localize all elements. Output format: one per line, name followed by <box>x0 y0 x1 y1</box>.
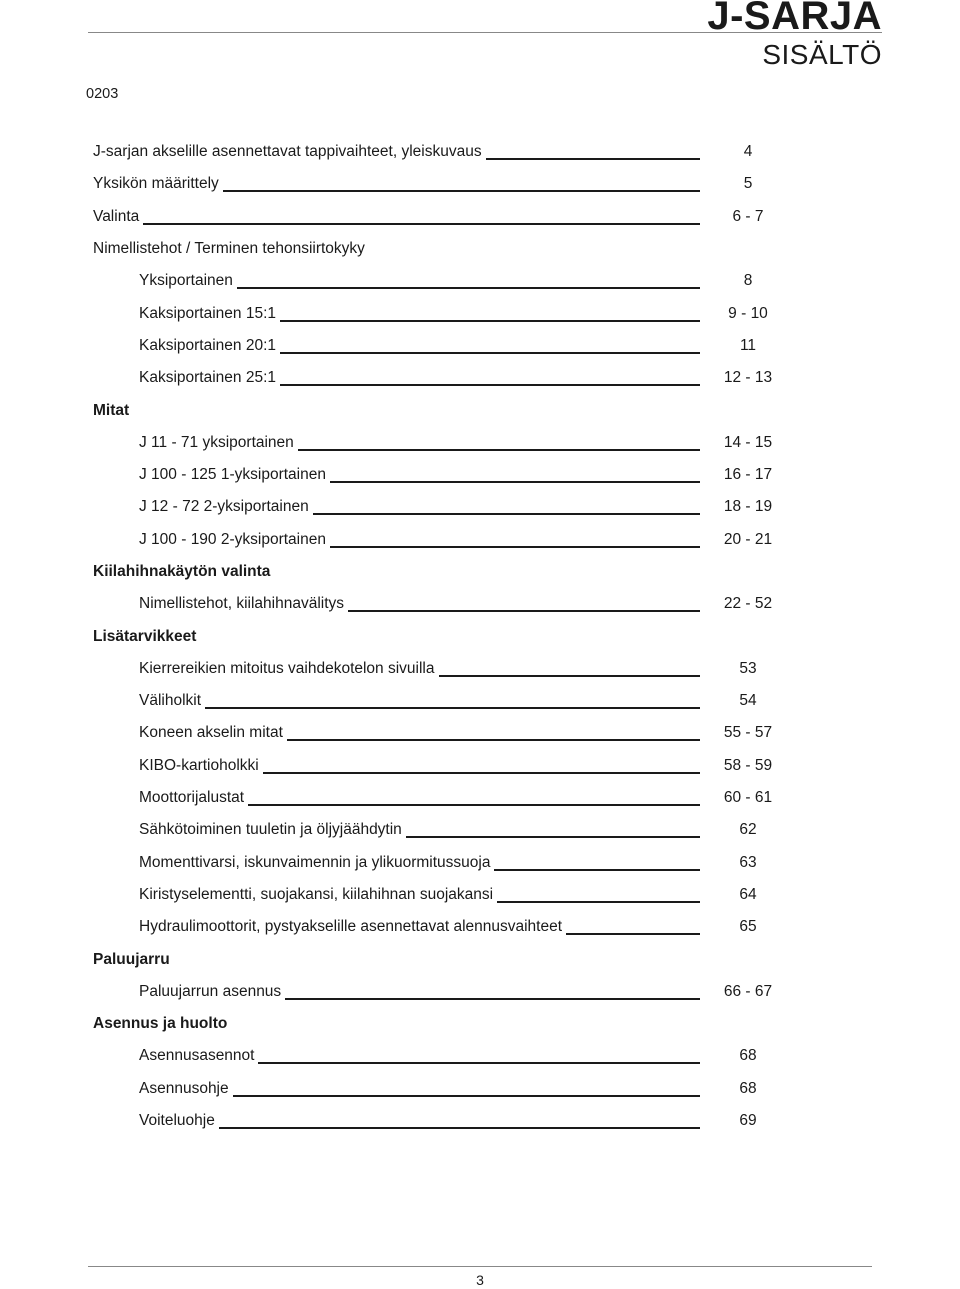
toc-entry-page: 5 <box>743 175 753 193</box>
toc-entry-page: 11 <box>739 336 757 354</box>
toc-entry-label: Hydraulimoottorit, pystyakselille asennettavat alennusvaihteet <box>139 918 563 936</box>
toc-entry-label: Kaksiportainen 15:1 <box>139 304 277 322</box>
toc-leader-line <box>439 675 701 677</box>
toc-entry-label: Kaksiportainen 25:1 <box>139 369 277 387</box>
table-of-contents <box>0 136 960 1137</box>
toc-leader-line <box>143 223 700 225</box>
toc-entry <box>0 879 960 911</box>
toc-leader-line <box>497 901 700 903</box>
page-number: 3 <box>476 1272 484 1288</box>
toc-entry-label: J 11 - 71 yksiportainen <box>139 433 294 451</box>
toc-entry-label: Kaksiportainen 20:1 <box>139 336 277 354</box>
toc-leader-line <box>406 836 700 838</box>
toc-heading <box>0 233 960 265</box>
toc-entry <box>0 1073 960 1105</box>
toc-leader-line <box>494 869 700 871</box>
toc-entry-label: J 100 - 190 2-yksiportainen <box>139 530 326 548</box>
toc-entry-label: Momenttivarsi, iskunvaimennin ja ylikuormitussuoja <box>139 853 491 871</box>
toc-entry-page: 63 <box>739 853 757 871</box>
toc-entry <box>0 297 960 329</box>
toc-entry-label: Yksikön määrittely <box>93 175 219 193</box>
toc-leader-line <box>486 158 700 160</box>
toc-entry <box>0 588 960 620</box>
toc-entry-label: Kierrereikien mitoitus vaihdekotelon sivuilla <box>139 659 435 677</box>
toc-entry-page: 66 - 67 <box>723 982 773 1000</box>
toc-entry <box>0 362 960 394</box>
toc-entry <box>0 491 960 523</box>
header-divider <box>88 32 882 33</box>
toc-entry-page: 4 <box>743 143 753 161</box>
toc-entry-page: 9 - 10 <box>728 304 768 322</box>
toc-entry <box>0 330 960 362</box>
toc-leader-line <box>219 1127 700 1129</box>
toc-leader-line <box>280 352 700 354</box>
toc-entry <box>0 168 960 200</box>
toc-entry-label: Sähkötoiminen tuuletin ja öljyjäähdytin <box>139 821 402 839</box>
toc-entry-label: Kiristyselementti, suojakansi, kiilahihnan suojakansi <box>139 885 494 903</box>
toc-entry-label: Nimellistehot, kiilahihnavälitys <box>139 595 345 613</box>
toc-entry <box>0 717 960 749</box>
toc-entry-label: KIBO-kartioholkki <box>139 756 259 774</box>
toc-entry <box>0 524 960 556</box>
toc-entry <box>0 814 960 846</box>
toc-entry-page: 58 - 59 <box>723 756 773 774</box>
toc-leader-line <box>263 772 700 774</box>
toc-entry-label: Asennusasennot <box>139 1047 255 1065</box>
toc-entry-label: Voiteluohje <box>139 1112 215 1130</box>
toc-leader-line <box>248 804 700 806</box>
toc-entry-page: 8 <box>743 272 753 290</box>
toc-entry <box>0 265 960 297</box>
toc-entry-label: J 12 - 72 2-yksiportainen <box>139 498 309 516</box>
toc-heading <box>0 943 960 975</box>
toc-entry-label: Mitat <box>93 401 130 419</box>
toc-entry-page: 68 <box>739 1047 757 1065</box>
toc-entry <box>0 427 960 459</box>
toc-entry-page: 20 - 21 <box>723 530 773 548</box>
toc-leader-line <box>313 513 700 515</box>
toc-entry <box>0 1105 960 1137</box>
toc-entry-page: 64 <box>739 885 757 903</box>
series-title: J-SARJA <box>707 0 882 38</box>
toc-entry <box>0 136 960 168</box>
toc-entry-label: Väliholkit <box>139 692 202 710</box>
toc-entry-label: Lisätarvikkeet <box>93 627 197 645</box>
toc-leader-line <box>330 481 700 483</box>
toc-heading <box>0 1008 960 1040</box>
toc-leader-line <box>258 1062 700 1064</box>
section-title: SISÄLTÖ <box>762 39 882 70</box>
toc-entry-label: J 100 - 125 1-yksiportainen <box>139 466 326 484</box>
toc-entry-page: 6 - 7 <box>732 207 764 225</box>
toc-leader-line <box>223 190 700 192</box>
toc-entry-label: J-sarjan akselille asennettavat tappivaihteet, yleiskuvaus <box>93 143 482 161</box>
toc-entry <box>0 1040 960 1072</box>
toc-leader-line <box>237 287 700 289</box>
toc-heading <box>0 394 960 426</box>
toc-entry <box>0 685 960 717</box>
toc-heading <box>0 556 960 588</box>
toc-entry-label: Paluujarru <box>93 950 170 968</box>
toc-entry-page: 54 <box>739 692 757 710</box>
toc-entry <box>0 911 960 943</box>
toc-leader-line <box>330 546 700 548</box>
toc-entry-page: 18 - 19 <box>723 498 773 516</box>
footer-divider <box>88 1266 872 1267</box>
toc-entry-label: Moottorijalustat <box>139 789 245 807</box>
toc-entry-label: Yksiportainen <box>139 272 233 290</box>
toc-entry <box>0 653 960 685</box>
toc-entry <box>0 750 960 782</box>
toc-leader-line <box>285 998 700 1000</box>
toc-leader-line <box>348 610 700 612</box>
toc-entry-page: 12 - 13 <box>723 369 773 387</box>
toc-entry <box>0 976 960 1008</box>
toc-leader-line <box>287 739 700 741</box>
toc-leader-line <box>205 707 700 709</box>
toc-entry-page: 69 <box>739 1112 757 1130</box>
toc-entry-label: Koneen akselin mitat <box>139 724 283 742</box>
toc-entry <box>0 201 960 233</box>
toc-entry-label: Nimellistehot / Terminen tehonsiirtokyky <box>93 240 365 258</box>
toc-leader-line <box>566 933 700 935</box>
toc-entry <box>0 847 960 879</box>
toc-leader-line <box>280 320 700 322</box>
toc-entry-page: 68 <box>739 1079 757 1097</box>
toc-entry-page: 65 <box>739 918 757 936</box>
toc-leader-line <box>233 1095 700 1097</box>
toc-entry-page: 14 - 15 <box>723 433 773 451</box>
toc-entry <box>0 459 960 491</box>
toc-entry-label: Asennus ja huolto <box>93 1015 228 1033</box>
toc-entry-page: 22 - 52 <box>723 595 773 613</box>
toc-entry <box>0 782 960 814</box>
toc-leader-line <box>298 449 700 451</box>
toc-entry-page: 55 - 57 <box>723 724 773 742</box>
toc-entry-page: 60 - 61 <box>723 789 773 807</box>
document-code: 0203 <box>86 86 119 102</box>
toc-entry-page: 53 <box>739 659 757 677</box>
toc-entry-label: Kiilahihnakäytön valinta <box>93 563 271 580</box>
toc-heading <box>0 620 960 652</box>
toc-entry-page: 62 <box>739 821 757 839</box>
toc-entry-label: Asennusohje <box>139 1079 229 1097</box>
toc-entry-page: 16 - 17 <box>723 466 773 484</box>
toc-leader-line <box>280 384 700 386</box>
toc-entry-label: Paluujarrun asennus <box>139 982 282 1000</box>
toc-entry-label: Valinta <box>93 207 140 225</box>
